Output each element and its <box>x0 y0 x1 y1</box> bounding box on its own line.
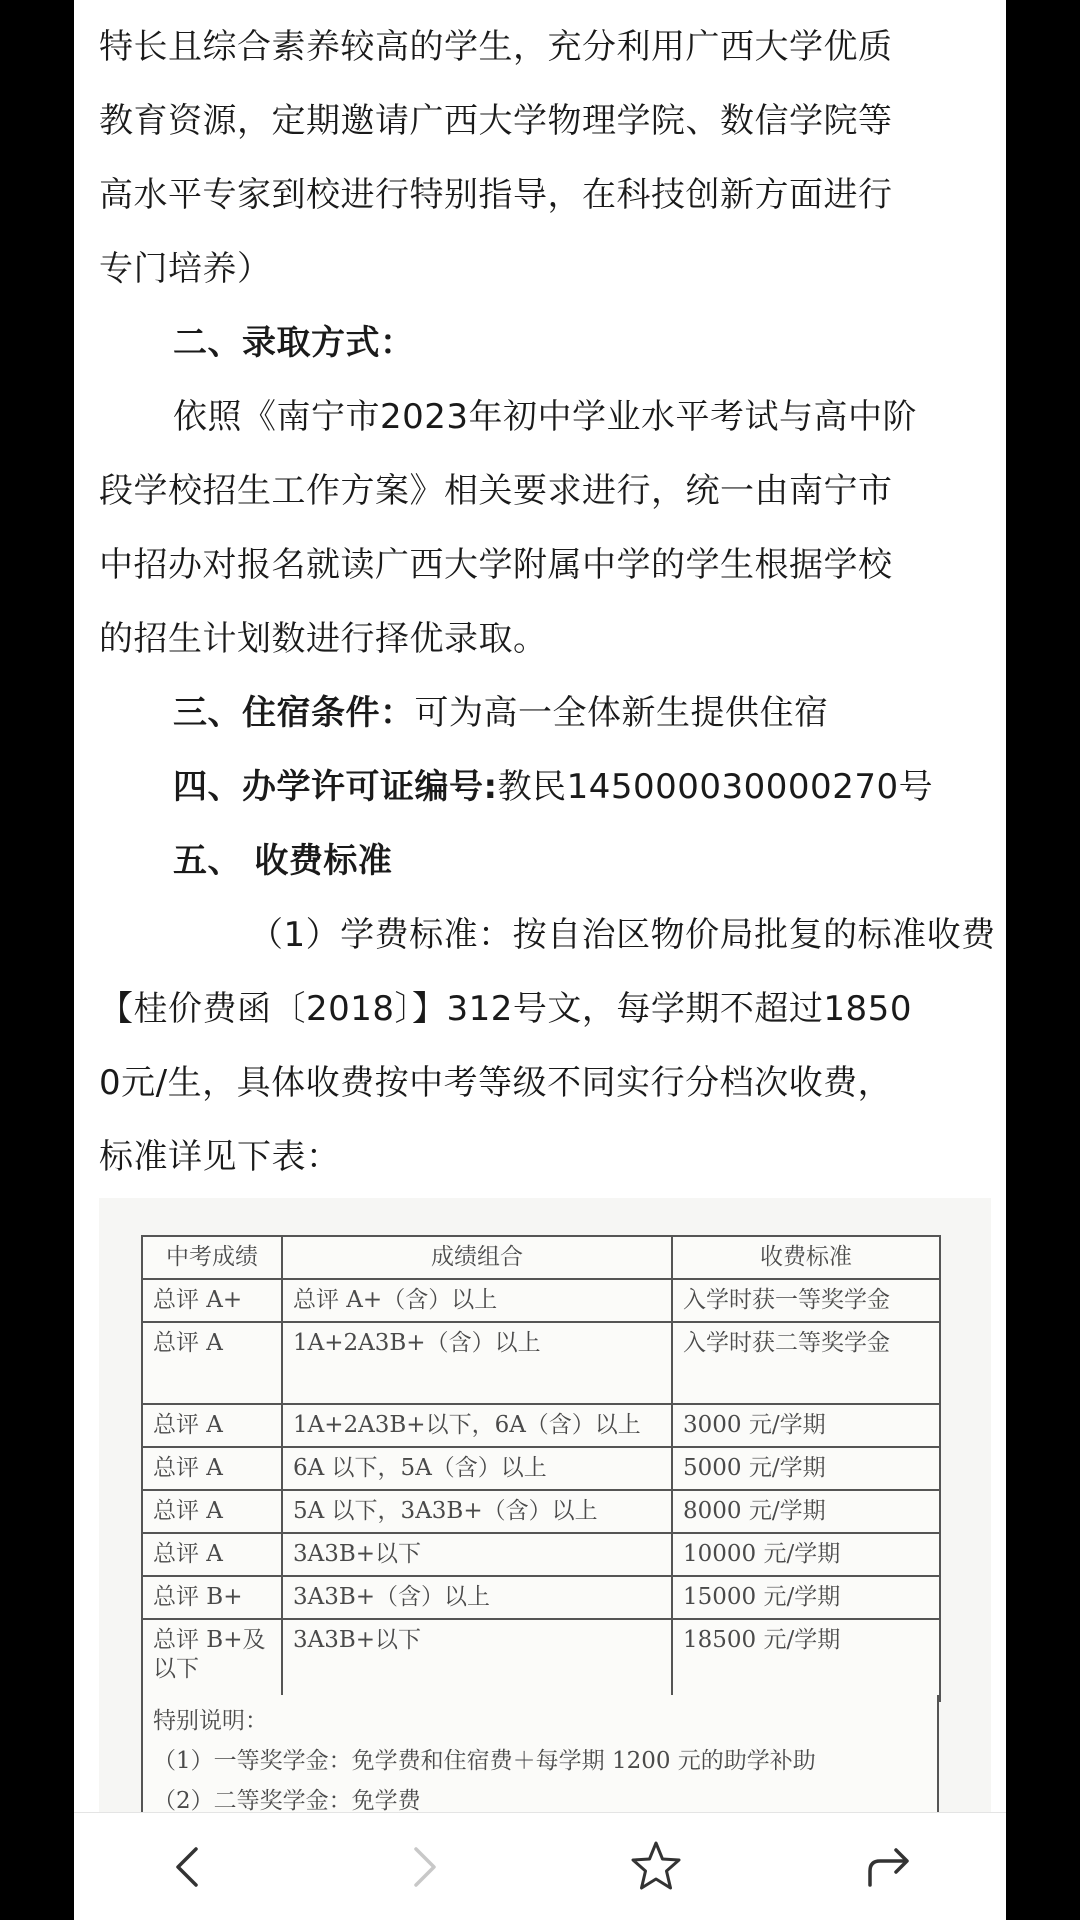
paragraph-line: 0元/生，具体收费按中考等级不同实行分档次收费， <box>99 1063 893 1103</box>
table-cell: 1A+2A3B+（含）以上 <box>282 1322 672 1404</box>
paragraph-line: 的招生计划数进行择优录取。 <box>99 619 548 659</box>
table-cell: 总评 A <box>142 1533 282 1576</box>
table-cell: 3000 元/学期 <box>672 1404 940 1447</box>
table-cell: 5000 元/学期 <box>672 1447 940 1490</box>
table-cell: 18500 元/学期 <box>672 1619 940 1701</box>
table-row <box>142 1279 940 1322</box>
section-heading-admission: 二、录取方式： <box>173 323 415 363</box>
bookmark-button[interactable] <box>626 1837 686 1897</box>
table-cell: 8000 元/学期 <box>672 1490 940 1533</box>
section-accommodation <box>173 693 829 733</box>
back-icon <box>168 1843 208 1891</box>
table-row <box>142 1447 940 1490</box>
note-line: （2）二等奖学金：免学费 <box>153 1788 421 1812</box>
accommodation-text: 可为高一全体新生提供住宿 <box>414 693 829 733</box>
table-header-cell: 成绩组合 <box>282 1236 672 1279</box>
table-row <box>142 1533 940 1576</box>
table-cell: 总评 A <box>142 1447 282 1490</box>
table-row <box>142 1490 940 1533</box>
table-cell: 入学时获二等奖学金 <box>672 1322 940 1404</box>
star-icon <box>628 1839 684 1895</box>
table-cell: 3A3B+（含）以上 <box>282 1576 672 1619</box>
table-cell: 1A+2A3B+以下，6A（含）以上 <box>282 1404 672 1447</box>
table-cell: 15000 元/学期 <box>672 1576 940 1619</box>
special-notes <box>141 1695 939 1812</box>
paragraph-line: 中招办对报名就读广西大学附属中学的学生根据学校 <box>99 545 893 585</box>
table-cell: 6A 以下，5A（含）以上 <box>282 1447 672 1490</box>
table-cell: 3A3B+以下 <box>282 1533 672 1576</box>
table-row <box>142 1619 940 1701</box>
section-license <box>173 767 933 807</box>
table-cell: 5A 以下，3A3B+（含）以上 <box>282 1490 672 1533</box>
back-button[interactable] <box>158 1837 218 1897</box>
bottom-toolbar <box>74 1812 1006 1920</box>
section-heading-license: 四、办学许可证编号: <box>173 767 498 807</box>
paragraph-line: 标准详见下表： <box>99 1137 341 1177</box>
table-cell: 总评 B+ <box>142 1576 282 1619</box>
table-row <box>142 1576 940 1619</box>
share-icon <box>862 1839 918 1895</box>
share-button[interactable] <box>860 1837 920 1897</box>
fee-table <box>141 1235 941 1702</box>
table-cell: 总评 B+及以下 <box>142 1619 282 1701</box>
notes-title: 特别说明： <box>153 1708 268 1734</box>
article-content <box>74 0 1006 1812</box>
table-cell: 总评 A <box>142 1404 282 1447</box>
table-cell: 总评 A+（含）以上 <box>282 1279 672 1322</box>
paragraph-line: 专门培养） <box>99 249 272 289</box>
table-cell: 总评 A+ <box>142 1279 282 1322</box>
paragraph-line: 教育资源，定期邀请广西大学物理学院、数信学院等 <box>99 101 893 141</box>
note-line: （1）一等奖学金：免学费和住宿费＋每学期 1200 元的助学补助 <box>153 1748 816 1774</box>
table-cell: 入学时获一等奖学金 <box>672 1279 940 1322</box>
table-cell: 3A3B+以下 <box>282 1619 672 1701</box>
section-heading-accommodation: 三、住宿条件： <box>173 693 415 733</box>
table-cell: 10000 元/学期 <box>672 1533 940 1576</box>
paragraph-line: 高水平专家到校进行特别指导，在科技创新方面进行 <box>99 175 893 215</box>
license-number: 教民145000030000270号 <box>497 767 934 807</box>
paragraph-line: 【桂价费函〔2018〕】312号文，每学期不超过1850 <box>99 989 912 1029</box>
table-cell: 总评 A <box>142 1490 282 1533</box>
section-heading-fees: 五、 收费标准 <box>173 841 393 881</box>
paragraph-line: 段学校招生工作方案》相关要求进行，统一由南宁市 <box>99 471 893 511</box>
table-header-cell: 收费标准 <box>672 1236 940 1279</box>
paragraph-line: 依照《南宁市2023年初中学业水平考试与高中阶 <box>173 397 918 437</box>
table-row <box>142 1404 940 1447</box>
forward-button[interactable] <box>394 1837 454 1897</box>
paragraph-line: （1）学费标准：按自治区物价局批复的标准收费 <box>249 915 996 955</box>
fee-table-image <box>99 1198 991 1812</box>
table-header-cell: 中考成绩 <box>142 1236 282 1279</box>
table-row <box>142 1322 940 1404</box>
forward-icon <box>404 1843 444 1891</box>
table-cell: 总评 A <box>142 1322 282 1404</box>
browser-page <box>74 0 1006 1920</box>
paragraph-line: 特长且综合素养较高的学生，充分利用广西大学优质 <box>99 27 893 67</box>
table-header-row <box>142 1236 940 1279</box>
